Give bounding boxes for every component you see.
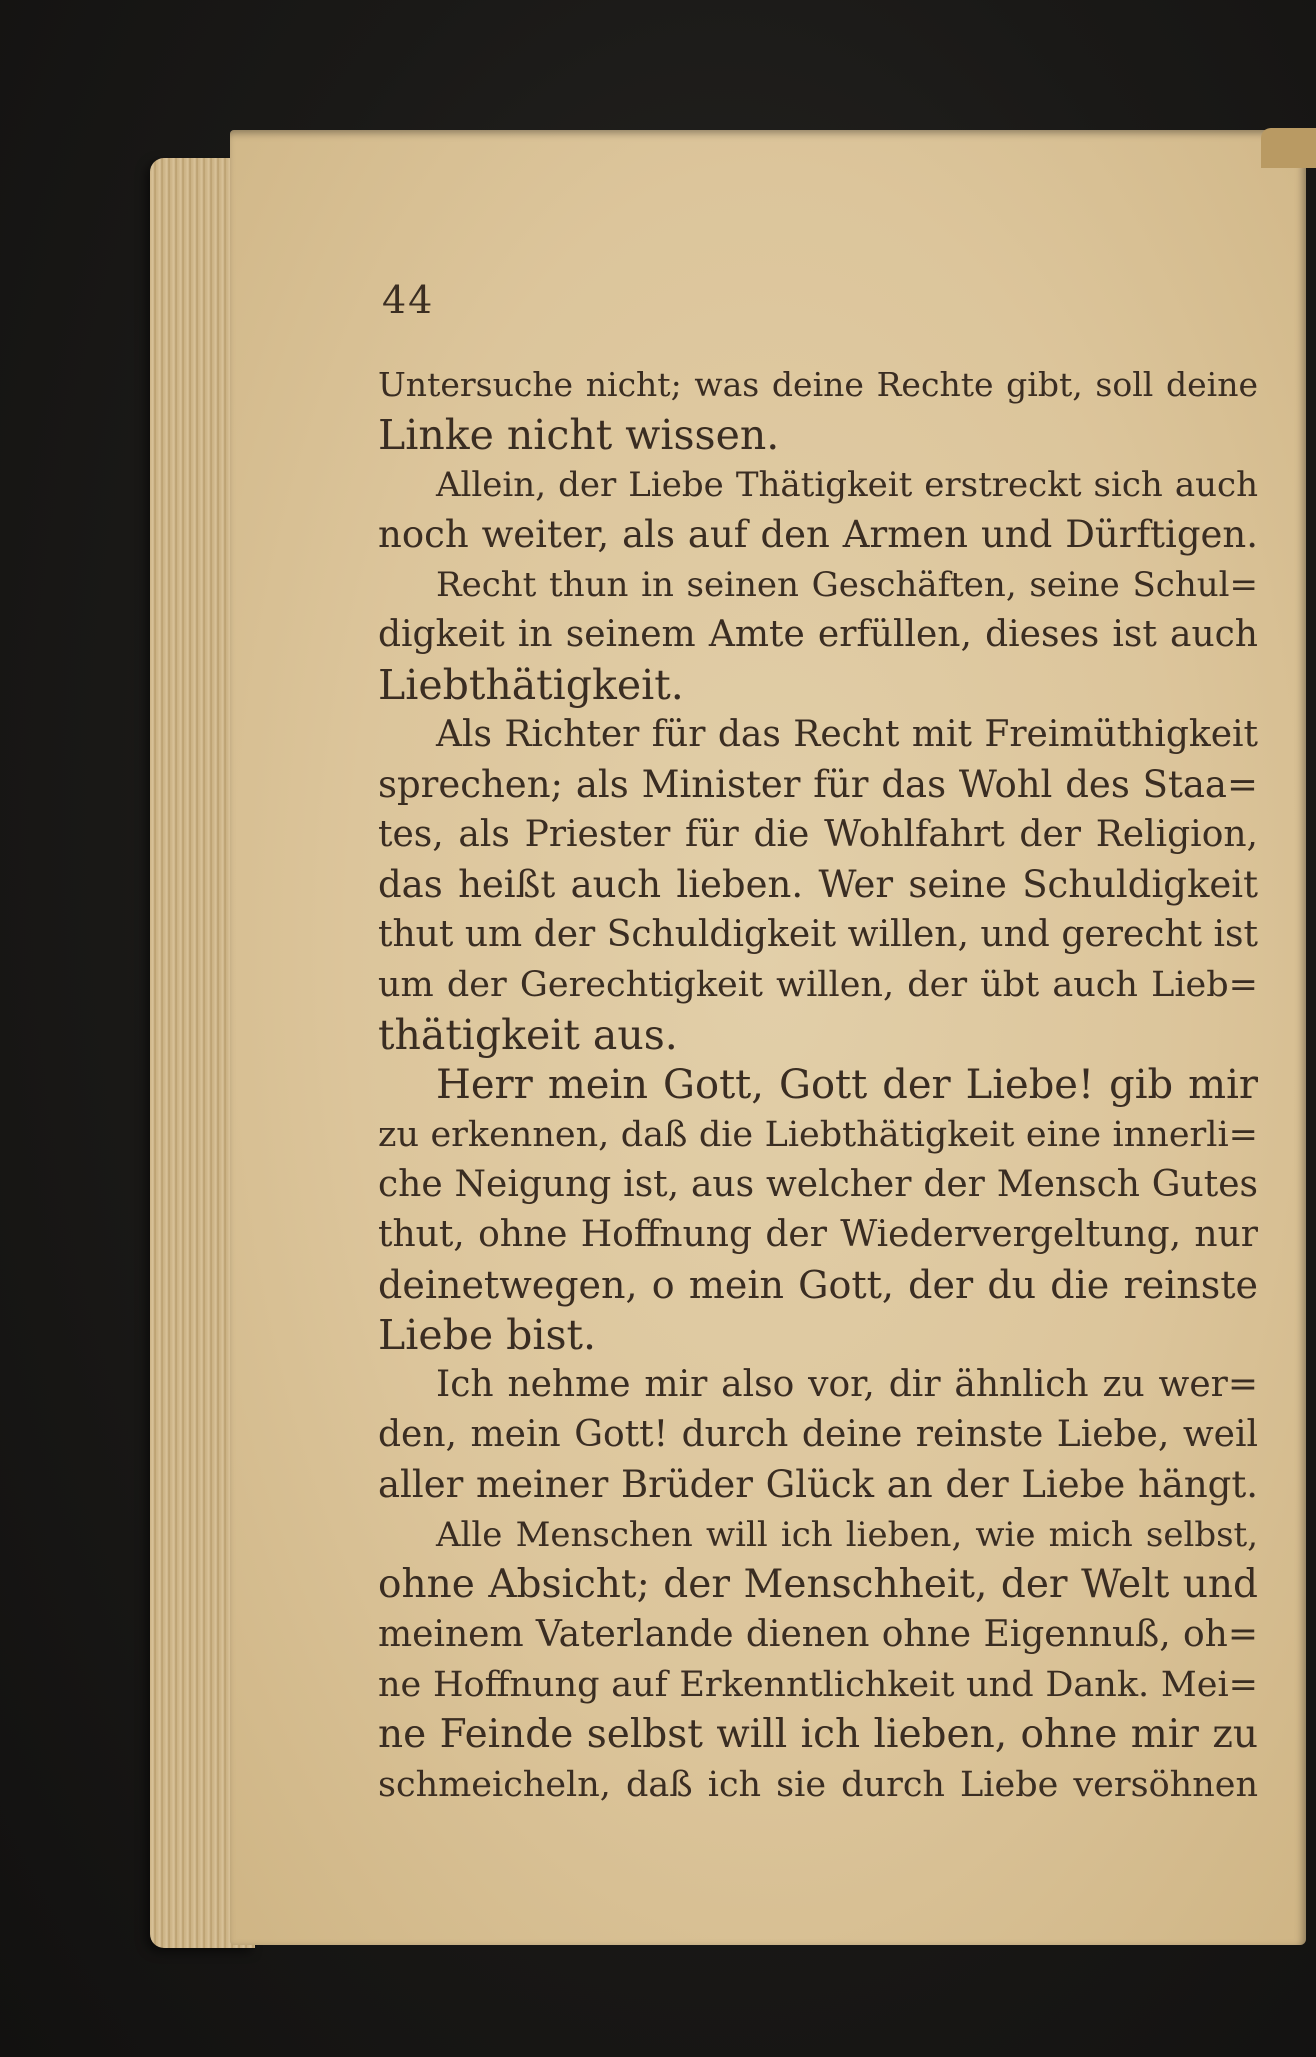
text-line: ne Feinde selbst will ich lieben, ohne mir zu bbox=[378, 1712, 1258, 1757]
text-line: thut, ohne Hoffnung der Wiedervergeltung, nur bbox=[378, 1214, 1258, 1255]
text-line: Ich nehme mir also vor, dir ähnlich zu wer= bbox=[436, 1364, 1258, 1405]
text-line: zu erkennen, daß die Liebthätigkeit eine innerli= bbox=[378, 1115, 1258, 1155]
text-line: Als Richter für das Recht mit Freimüthigkeit bbox=[436, 714, 1258, 755]
text-line: Recht thun in seinen Geschäften, seine Schul= bbox=[436, 565, 1258, 605]
text-line: Liebthätigkeit. bbox=[378, 661, 684, 709]
text-line: thätigkeit aus. bbox=[378, 1011, 678, 1059]
text-line: Alle Menschen will ich lieben, wie mich selbst, bbox=[436, 1515, 1258, 1555]
text-line: noch weiter, als auf den Armen und Dürftigen. bbox=[378, 513, 1258, 556]
text-line: deinetwegen, o mein Gott, der du die reinste bbox=[378, 1263, 1258, 1307]
text-line: das heißt auch lieben. Wer seine Schuldigkeit bbox=[378, 863, 1258, 906]
text-line: ohne Absicht; der Menschheit, der Welt und bbox=[378, 1562, 1258, 1607]
text-line: sprechen; als Minister für das Wohl des Staa= bbox=[378, 763, 1258, 806]
text-line: Herr mein Gott, Gott der Liebe! gib mir bbox=[436, 1062, 1258, 1108]
page-number: 44 bbox=[382, 278, 435, 322]
page-text bbox=[378, 360, 1258, 1810]
text-line: che Neigung ist, aus welcher der Mensch Gutes bbox=[378, 1164, 1258, 1205]
text-line: Untersuche nicht; was deine Rechte gibt, soll deine bbox=[378, 365, 1258, 404]
text-line: aller meiner Brüder Glück an der Liebe hängt. bbox=[378, 1463, 1258, 1506]
text-line: Linke nicht wissen. bbox=[378, 411, 780, 459]
text-line: schmeicheln, daß ich sie durch Liebe versöhnen bbox=[378, 1765, 1258, 1805]
text-line: ne Hoffnung auf Erkenntlichkeit und Dank. Mei= bbox=[378, 1665, 1258, 1705]
text-line: um der Gerechtigkeit willen, der übt auch Lieb= bbox=[378, 965, 1258, 1005]
text-line: den, mein Gott! durch deine reinste Liebe, weil bbox=[378, 1414, 1258, 1455]
text-line: digkeit in seinem Amte erfüllen, dieses ist auch bbox=[378, 614, 1258, 655]
text-line: thut um der Schuldigkeit willen, und gerecht ist bbox=[378, 914, 1258, 955]
text-line: Allein, der Liebe Thätigkeit erstreckt sich auch bbox=[436, 465, 1258, 505]
bookmark-tab bbox=[1261, 128, 1316, 168]
text-line: tes, als Priester für die Wohlfahrt der Religion, bbox=[378, 814, 1258, 855]
text-line: meinem Vaterlande dienen ohne Eigennuß, oh= bbox=[378, 1614, 1258, 1655]
text-line: Liebe bist. bbox=[378, 1311, 597, 1359]
